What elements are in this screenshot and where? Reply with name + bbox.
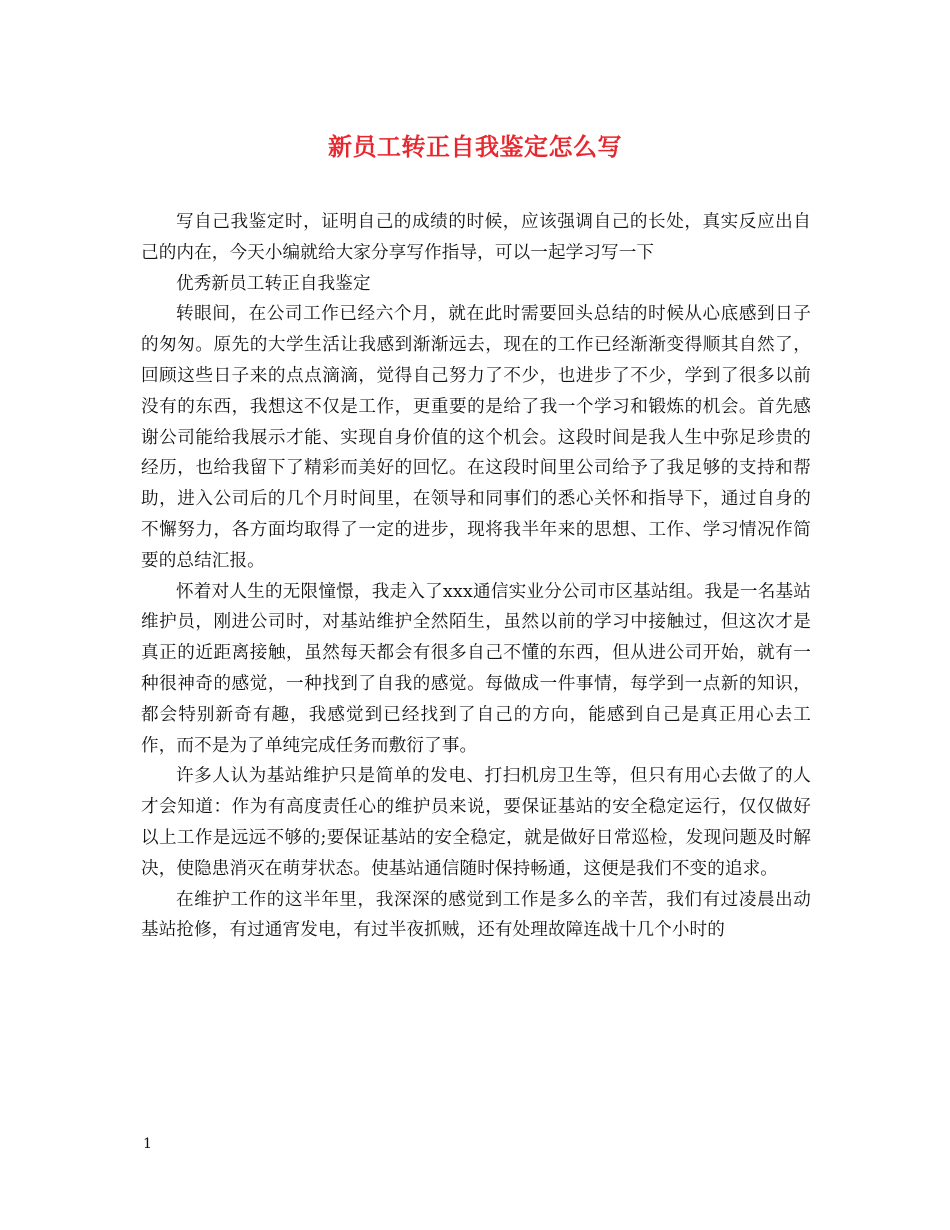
section-heading: 优秀新员工转正自我鉴定: [176, 273, 371, 294]
document-title: 新员工转正自我鉴定怎么写: [328, 132, 622, 161]
body-paragraph-2: 怀着对人生的无限憧憬，我走入了xxx通信实业分公司市区基站组。我是一名基站维护员，刚进公司时，对基站维护全然陌生，虽然以前的学习中接触过，但这次才是真正的近距离接触，虽然每天都会有很多自己不懂的东西，但从进公司开始，就有一种很神奇的感觉，一种找到了自我的感觉。每做成一件事情，每学到一点新的知识，都会特别新奇有趣，我感觉到已经找到了自己的方向，能感到自己是真正用心去工作，而不是为了单纯完成任务而敷衍了事。: [141, 581, 811, 756]
body-paragraph-3: 许多人认为基站维护只是简单的发电、打扫机房卫生等，但只有用心去做了的人才会知道：作为有高度责任心的维护员来说，要保证基站的安全稳定运行，仅仅做好以上工作是远远不够的;要保证基站的安全稳定，就是做好日常巡检，发现问题及时解决，使隐患消灭在萌芽状态。使基站通信随时保持畅通，这便是我们不变的追求。: [141, 766, 811, 879]
body-paragraph-4: 在维护工作的这半年里，我深深的感觉到工作是多么的辛苦，我们有过凌晨出动基站抢修，有过通宵发电，有过半夜抓贼，还有处理故障连战十几个小时的: [141, 889, 811, 941]
intro-paragraph: 写自己我鉴定时，证明自己的成绩的时候，应该强调自己的长处，真实反应出自己的内在，今天小编就给大家分享写作指导，可以一起学习写一下: [141, 212, 811, 263]
page-number: 1: [143, 1136, 152, 1152]
body-paragraph-1: 转眼间，在公司工作已经六个月，就在此时需要回头总结的时候从心底感到日子的匆匆。原先的大学生活让我感到渐渐远去，现在的工作已经渐渐变得顺其自然了，回顾这些日子来的点点滴滴，觉得自己努力了不少，也进步了不少，学到了很多以前没有的东西，我想这不仅是工作，更重要的是给了我一个学习和锻炼的机会。首先感谢公司能给我展示才能、实现自身价值的这个机会。这段时间是我人生中弥足珍贵的经历，也给我留下了精彩而美好的回忆。在这段时间里公司给予了我足够的支持和帮助，进入公司后的几个月时间里，在领导和同事们的悉心关怀和指导下，通过自身的不懈努力，各方面均取得了一定的进步，现将我半年来的思想、工作、学习情况作简要的总结汇报。: [141, 304, 811, 571]
document-body: [141, 207, 811, 946]
